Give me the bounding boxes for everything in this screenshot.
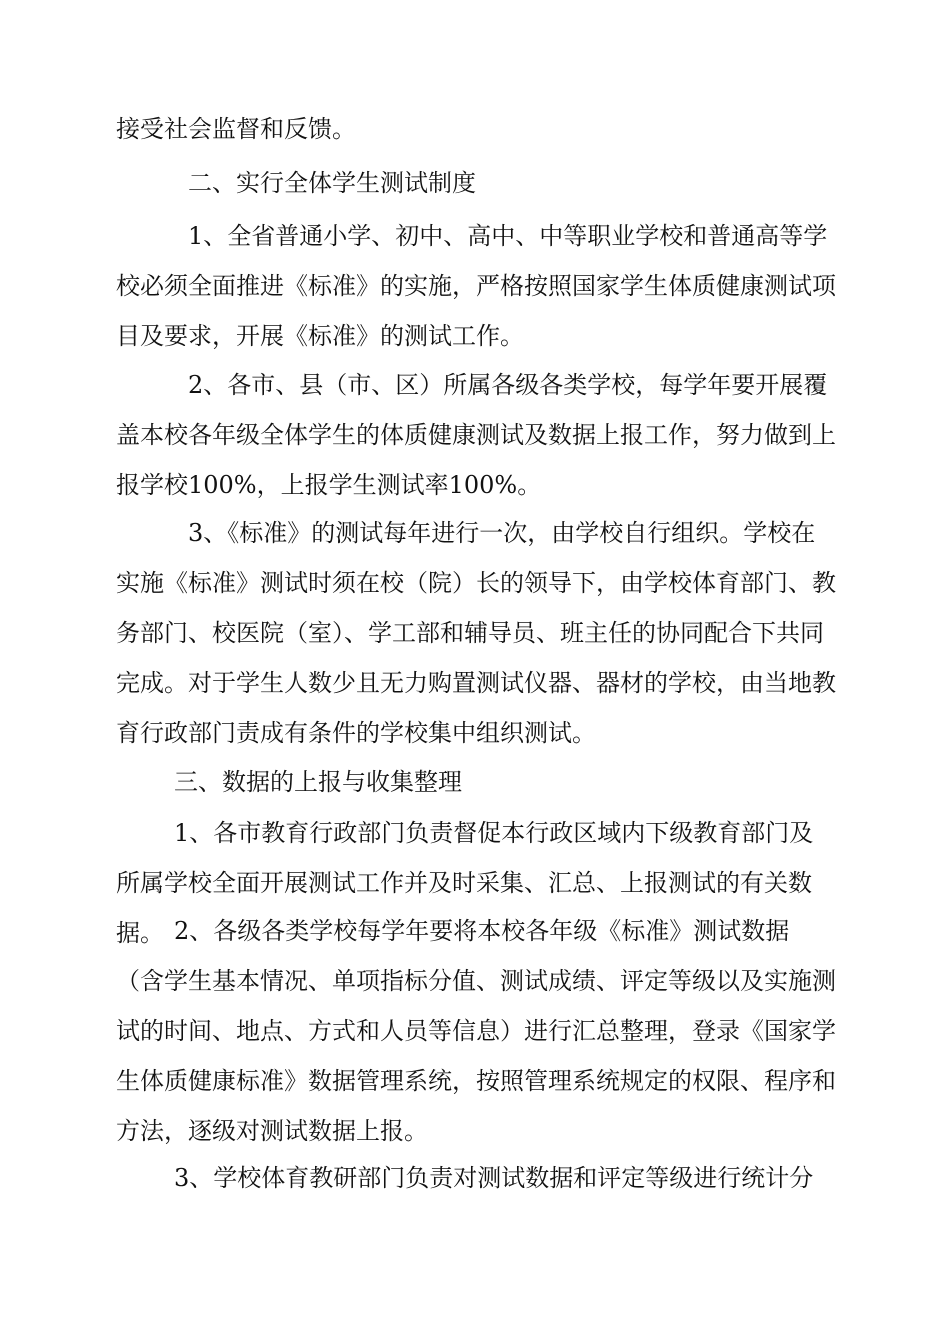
paragraph-item-3-1: 1、各市教育行政部门负责督促本行政区域内下级教育部门及所属学校全面开展测试工作并及时采集、汇总、上报测试的有关数据。 xyxy=(116,819,814,947)
paragraph-continuation: 接受社会监督和反馈。 xyxy=(116,115,356,143)
paragraph-item-3-2: 2、各级各类学校每学年要将本校各年级《标准》测试数据（含学生基本情况、单项指标分值、测试成绩、评定等级以及实施测试的时间、地点、方式和人员等信息）进行汇总整理，登录《国家学生体质健康标准》数据管理系统，按照管理系统规定的权限、程序和方法，逐级对测试数据上报。 xyxy=(116,917,836,1145)
paragraph-item-2-3: 3、《标准》的测试每年进行一次，由学校自行组织。学校在实施《标准》测试时须在校（院）长的领导下，由学校体育部门、教务部门、校医院（室）、学工部和辅导员、班主任的协同配合下共同完成。对于学生人数少且无力购置测试仪器、器材的学校，由当地教育行政部门责成有条件的学校集中组织测试。 xyxy=(116,519,836,747)
paragraph-item-2-2: 2、各市、县（市、区）所属各级各类学校，每学年要开展覆盖本校各年级全体学生的体质健康测试及数据上报工作，努力做到上报学校100%，上报学生测试率100%。 xyxy=(116,371,836,499)
section-heading-two: 二、实行全体学生测试制度 xyxy=(188,169,476,197)
paragraph-item-3-3: 3、学校体育教研部门负责对测试数据和评定等级进行统计分 xyxy=(174,1164,814,1192)
paragraph-item-2-1: 1、全省普通小学、初中、高中、中等职业学校和普通高等学校必须全面推进《标准》的实施，严格按照国家学生体质健康测试项目及要求，开展《标准》的测试工作。 xyxy=(116,222,836,350)
section-heading-three: 三、数据的上报与收集整理 xyxy=(174,768,462,796)
